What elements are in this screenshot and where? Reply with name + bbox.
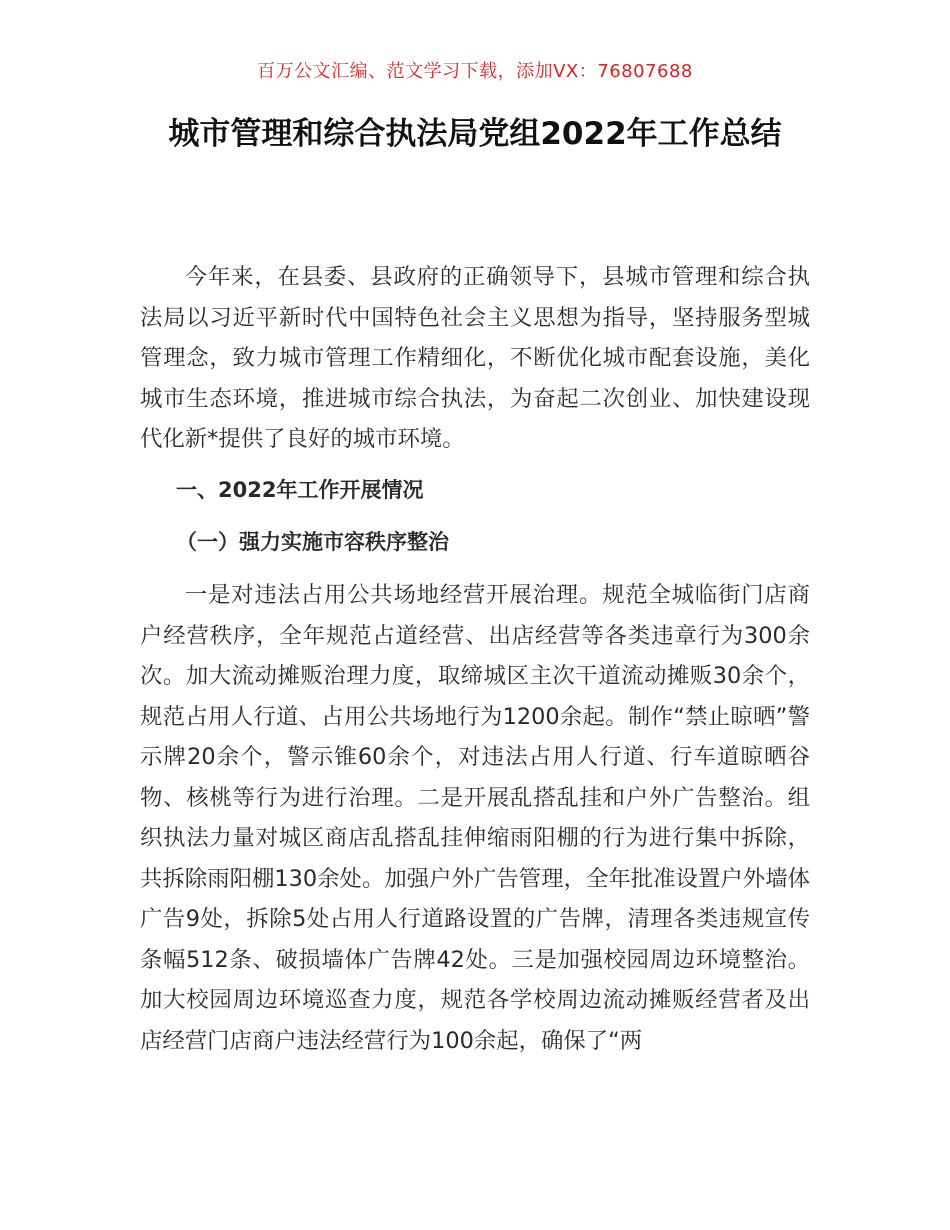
document-title: 城市管理和综合执法局党组2022年工作总结 <box>168 116 782 152</box>
watermark-text: 百万公文汇编、范文学习下载，添加VX：76807688 <box>257 61 693 82</box>
subsection-heading: （一）强力实施市容秩序整治 <box>176 530 449 554</box>
subsection-paragraph: 一是对违法占用公共场地经营开展治理。规范全城临街门店商户经营秩序，全年规范占道经营、出店经营等各类违章行为300余次。加大流动摊贩治理力度，取缔城区主次干道流动摊贩30余个，规范占用人行道、占用公共场地行为1200余起。制作“禁止晾晒”警示牌20余个，警示锥60余个，对违法占用人行道、行车道晾晒谷物、核桃等行为进行治理。二是开展乱搭乱挂和户外广告整治。组织执法力量对城区商店乱搭乱挂伸缩雨阳棚的行为进行集中拆除，共拆除雨阳棚130余处。加强户外广告管理，全年批准设置户外墙体广告9处，拆除5处占用人行道路设置的广告牌，清理各类违规宣传条幅512条、破损墙体广告牌42处。三是加强校园周边环境整治。加大校园周边环境巡查力度，规范各学校周边流动摊贩经营者及出店经营门店商户违法经营行为100余起，确保了“两 <box>140 582 810 1054</box>
section-heading: 一、2022年工作开展情况 <box>176 478 424 502</box>
intro-paragraph: 今年来，在县委、县政府的正确领导下，县城市管理和综合执法局以习近平新时代中国特色社会主义思想为指导，坚持服务型城管理念，致力城市管理工作精细化，不断优化城市配套设施，美化城市生态环境，推进城市综合执法，为奋起二次创业、加快建设现代化新*提供了良好的城市环境。 <box>140 264 810 452</box>
